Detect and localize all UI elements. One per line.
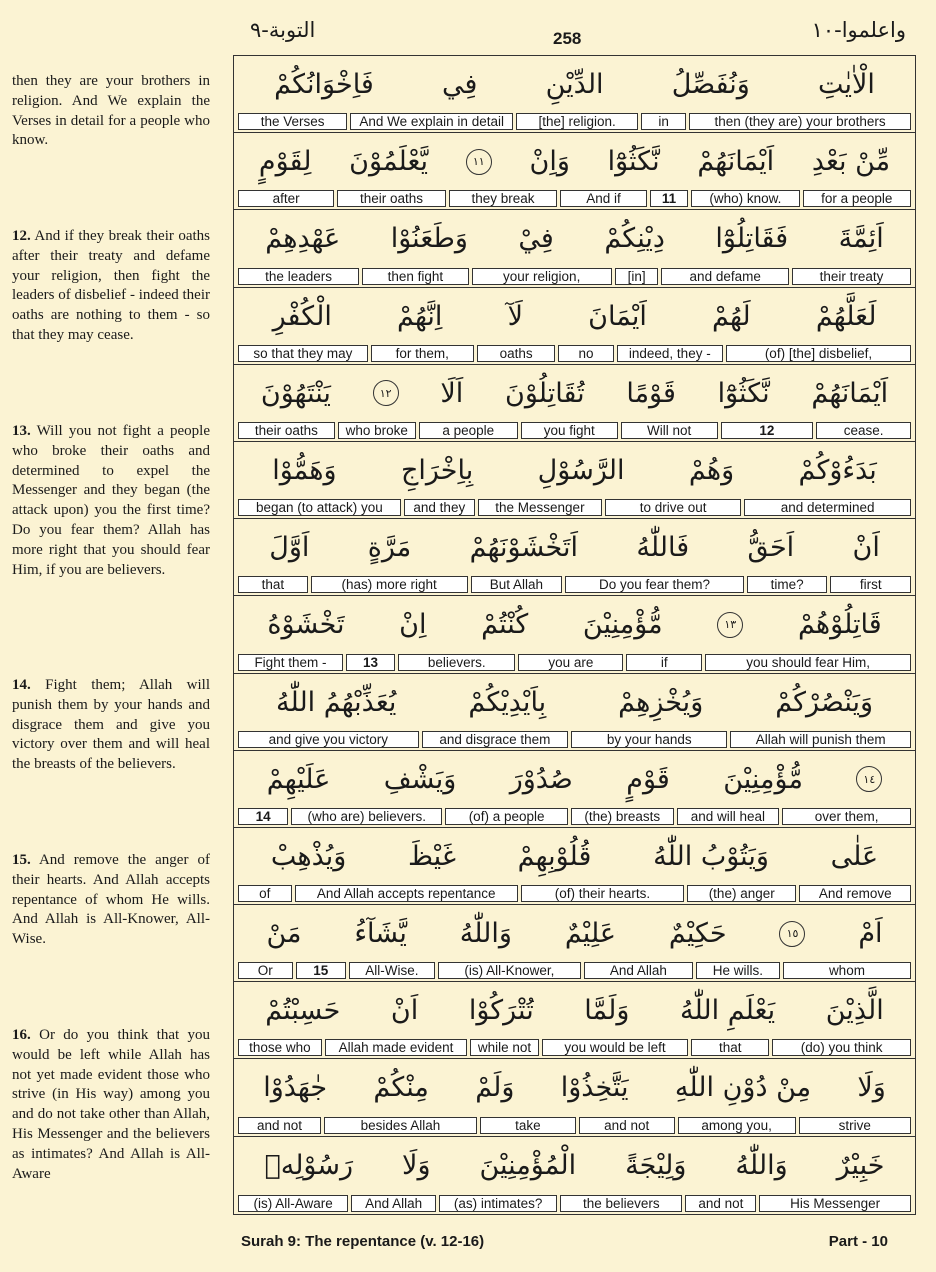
arabic-word: اَئِمَّةَ — [838, 223, 884, 255]
verse-row — [234, 751, 915, 828]
arabic-word: وَاِنْ — [529, 146, 570, 178]
english-gloss: Allah will punish them — [730, 731, 911, 748]
word-by-word-grid — [233, 55, 916, 1215]
english-gloss: they break — [449, 190, 557, 207]
english-gloss: in — [641, 113, 686, 130]
english-gloss: (who are) believers. — [291, 808, 442, 825]
english-gloss: your religion, — [472, 268, 612, 285]
english-gloss: besides Allah — [324, 1117, 477, 1134]
english-gloss: oaths — [477, 345, 556, 362]
arabic-word: قُلُوْبِهِمْ — [517, 840, 592, 872]
english-gloss: And We explain in detail — [350, 113, 513, 130]
english-gloss-line — [238, 499, 911, 516]
arabic-word: مِنْكُمْ — [373, 1072, 429, 1104]
english-gloss: while not — [470, 1039, 539, 1056]
arabic-word: لَهُمْ — [712, 300, 751, 332]
arabic-word: مَنْ — [266, 918, 302, 950]
arabic-word: مِنْ دُوْنِ اللّٰهِ — [674, 1072, 812, 1104]
translation-block-12 — [12, 227, 210, 346]
arabic-word: لَآ — [507, 300, 523, 332]
english-gloss: then (they are) your brothers — [689, 113, 911, 130]
english-gloss: 14 — [238, 808, 288, 825]
verse-text: Fight them; Allah will punish them by your hands and disgrace them and give you victory over them and will heal the breasts of the believers. — [12, 677, 211, 773]
english-gloss: 12 — [721, 422, 814, 439]
english-gloss: Do you fear them? — [565, 576, 744, 593]
verse-row — [234, 596, 915, 673]
english-gloss: (of) their hearts. — [521, 885, 684, 902]
translation-block-16 — [12, 1026, 210, 1184]
arabic-word: اَمْ — [858, 918, 883, 950]
english-gloss: [the] religion. — [516, 113, 638, 130]
arabic-line — [234, 596, 915, 653]
verse-number: 14. — [12, 677, 31, 693]
arabic-word: وَاللّٰهُ — [735, 1149, 788, 1181]
english-gloss: believers. — [398, 654, 515, 671]
arabic-word: وَيَتُوْبُ اللّٰهُ — [653, 840, 769, 872]
english-gloss: Will not — [621, 422, 718, 439]
english-gloss: that — [691, 1039, 769, 1056]
arabic-word: الْاٰيٰتِ — [817, 69, 875, 100]
arabic-word: تُتْرَكُوْا — [468, 995, 534, 1027]
english-gloss: (is) All-Knower, — [438, 962, 581, 979]
arabic-word: وَلَمَّا — [584, 995, 630, 1027]
arabic-word: وَلِيْجَةً — [625, 1149, 687, 1181]
verse-row — [234, 982, 915, 1059]
english-gloss: Allah made evident — [325, 1039, 468, 1056]
english-gloss: take — [480, 1117, 576, 1134]
arabic-word: مِّنْ بَعْدِ — [811, 146, 891, 178]
english-gloss: their oaths — [238, 422, 335, 439]
english-gloss: (do) you think — [772, 1039, 911, 1056]
arabic-word: فَقَاتِلُوْٓا — [715, 223, 789, 255]
verse-row — [234, 905, 915, 982]
arabic-word: فِيْ — [518, 223, 554, 255]
english-gloss: a people — [419, 422, 518, 439]
surah-header: التوبة-٩ — [250, 18, 316, 42]
verse-text: And if they break their oaths after their treaty and defame your religion, then fight the leaders of disbelief - indeed their oaths are nothing to them - so that they may cease. — [12, 228, 210, 343]
verse-row — [234, 365, 915, 442]
english-gloss-line — [238, 268, 911, 285]
verse-row — [234, 288, 915, 365]
arabic-word: عَلِيْمٌ — [564, 918, 616, 950]
arabic-word: وَلَا — [402, 1149, 431, 1181]
arabic-word: مَرَّةٍ — [367, 532, 412, 564]
arabic-line — [234, 828, 915, 885]
arabic-word: اِنْ — [399, 609, 427, 641]
verse-text: And remove the anger of their hearts. And Allah accepts repentance of whom He wills. And Allah is All-Knower, All-Wise. — [12, 852, 210, 948]
translation-text — [12, 422, 210, 580]
english-gloss-line — [238, 1117, 911, 1134]
arabic-word: قَاتِلُوْهُمْ — [797, 609, 882, 641]
english-gloss: (as) intimates? — [439, 1195, 557, 1212]
english-gloss: and give you victory — [238, 731, 419, 748]
english-gloss: and not — [238, 1117, 321, 1134]
page-number: 258 — [553, 29, 582, 48]
english-gloss: began (to attack) you — [238, 499, 401, 516]
english-gloss: cease. — [816, 422, 911, 439]
translation-block-0 — [12, 72, 210, 151]
english-gloss: so that they may — [238, 345, 368, 362]
english-gloss: among you, — [678, 1117, 796, 1134]
english-gloss: you are — [518, 654, 623, 671]
arabic-word: يَّعْلَمُوْنَ — [349, 146, 429, 178]
english-gloss: 13 — [346, 654, 395, 671]
english-gloss: and not — [579, 1117, 675, 1134]
verse-row — [234, 674, 915, 751]
english-gloss: by your hands — [571, 731, 727, 748]
arabic-word: وَهُمْ — [688, 454, 735, 486]
arabic-line — [234, 365, 915, 422]
translation-text — [12, 227, 210, 346]
arabic-line — [234, 674, 915, 731]
verse-row — [234, 1059, 915, 1136]
english-gloss-line — [238, 190, 911, 207]
english-gloss: Or — [238, 962, 293, 979]
arabic-line — [234, 751, 915, 808]
translation-text — [12, 676, 210, 775]
english-gloss: And Allah accepts repentance — [295, 885, 518, 902]
english-gloss-line — [238, 1039, 911, 1056]
arabic-word: فَاِخْوَانُكُمْ — [274, 69, 374, 100]
arabic-word: وَهَمُّوْا — [272, 454, 337, 486]
verse-text: Will you not fight a people who broke their oaths and determined to expel the Messenger and they began (the attack upon) you the first time? Do you fear them? Allah has more right that you should fear Him, if you are believers. — [12, 423, 210, 578]
english-gloss: those who — [238, 1039, 322, 1056]
english-gloss-line — [238, 962, 911, 979]
arabic-word: نَّكَثُوْٓا — [717, 377, 770, 409]
english-gloss: And Allah — [584, 962, 693, 979]
arabic-word: الَّذِيْنَ — [825, 995, 884, 1027]
translation-block-13 — [12, 422, 210, 580]
english-gloss-line — [238, 808, 911, 825]
english-gloss: after — [238, 190, 334, 207]
english-gloss-line — [238, 422, 911, 439]
english-gloss: And remove — [799, 885, 911, 902]
arabic-word: حَسِبْتُمْ — [265, 995, 341, 1027]
english-gloss: that — [238, 576, 308, 593]
arabic-word: يَّشَآءُ — [354, 918, 407, 950]
verse-row — [234, 133, 915, 210]
arabic-word: وَلَمْ — [475, 1072, 515, 1104]
english-gloss: But Allah — [471, 576, 562, 593]
english-gloss: then fight — [362, 268, 469, 285]
arabic-line — [234, 288, 915, 345]
arabic-word: يَعْلَمِ اللّٰهُ — [679, 995, 776, 1027]
arabic-word: الرَّسُوْلِ — [537, 454, 625, 486]
arabic-word: اَلَا — [440, 377, 464, 409]
arabic-word: بِاَيْدِيْكُمْ — [468, 686, 547, 718]
arabic-word: مُّؤْمِنِيْنَ — [582, 609, 663, 641]
english-gloss: for a people — [803, 190, 911, 207]
translation-block-15 — [12, 851, 210, 950]
english-gloss: And Allah — [351, 1195, 436, 1212]
part-footer: Part - 10 — [828, 1233, 888, 1250]
english-gloss: no — [558, 345, 613, 362]
arabic-word: فَاللّٰهُ — [636, 532, 690, 564]
english-gloss: His Messenger — [759, 1195, 911, 1212]
verse-row — [234, 210, 915, 287]
english-gloss: if — [626, 654, 702, 671]
english-gloss: the Messenger — [478, 499, 602, 516]
english-gloss: All-Wise. — [349, 962, 435, 979]
arabic-word: اَتَخْشَوْنَهُمْ — [469, 532, 579, 564]
arabic-word: اَيْمَانَ — [588, 300, 647, 332]
arabic-line — [234, 56, 915, 113]
arabic-word: غَيْظَ — [408, 840, 456, 872]
english-gloss: (is) All-Aware — [238, 1195, 348, 1212]
english-gloss: over them, — [782, 808, 911, 825]
verse-row — [234, 56, 915, 133]
arabic-word: كُنْتُمْ — [481, 609, 529, 641]
english-gloss-line — [238, 1195, 911, 1212]
english-gloss: first — [830, 576, 911, 593]
verse-end-marker: ١١ — [466, 149, 492, 175]
english-gloss: and not — [685, 1195, 756, 1212]
english-gloss: (of) a people — [445, 808, 568, 825]
verse-number: 12. — [12, 228, 31, 244]
arabic-word: وَيَنْصُرْكُمْ — [775, 686, 874, 718]
verse-text: Or do you think that you would be left while Allah has not yet made evident those who strive (in His way) among you and do not take other than Allah, His Messenger and the believers as intimates? And Allah is All-Aware — [12, 1027, 211, 1182]
translation-block-14 — [12, 676, 210, 775]
arabic-word: وَيُخْزِهِمْ — [618, 686, 704, 718]
juz-header: واعلموا-١٠ — [811, 18, 906, 42]
english-gloss: the Verses — [238, 113, 347, 130]
english-gloss: (the) anger — [687, 885, 796, 902]
english-gloss: the believers — [560, 1195, 682, 1212]
arabic-word: الْمُؤْمِنِيْنَ — [479, 1149, 577, 1181]
arabic-word: وَلَا — [857, 1072, 886, 1104]
verse-number: 15. — [12, 852, 31, 868]
arabic-word: وَطَعَنُوْا — [390, 223, 468, 255]
arabic-word: اَوَّلَ — [269, 532, 310, 564]
english-gloss-line — [238, 654, 911, 671]
verse-text: then they are your brothers in religion. And We explain the Verses in detail for a people who know. — [12, 73, 210, 149]
arabic-word: رَسُوْلِهٖ — [264, 1149, 354, 1181]
arabic-word: يَتَّخِذُوْا — [560, 1072, 629, 1104]
english-gloss: their oaths — [337, 190, 445, 207]
verse-number: 16. — [12, 1027, 31, 1043]
arabic-word: اِنَّهُمْ — [397, 300, 443, 332]
verse-end-marker: ١٢ — [373, 380, 399, 406]
english-gloss: the leaders — [238, 268, 359, 285]
arabic-word: وَيُذْهِبْ — [270, 840, 347, 872]
arabic-word: لِقَوْمٍ — [258, 146, 312, 178]
arabic-word: اَنْ — [390, 995, 419, 1027]
arabic-word: يَنْتَهُوْنَ — [260, 377, 331, 409]
verse-row — [234, 519, 915, 596]
arabic-word: فِي — [442, 69, 478, 100]
arabic-word: وَاللّٰهُ — [459, 918, 512, 950]
english-gloss: and will heal — [677, 808, 780, 825]
arabic-word: اَيْمَانَهُمْ — [811, 377, 889, 409]
arabic-word: عَلَيْهِمْ — [266, 763, 331, 795]
english-gloss: [in] — [615, 268, 659, 285]
arabic-word: بِاِخْرَاجِ — [400, 454, 474, 486]
english-gloss: (of) [the] disbelief, — [726, 345, 911, 362]
english-gloss: (the) breasts — [571, 808, 674, 825]
translation-text — [12, 851, 210, 950]
arabic-line — [234, 210, 915, 267]
arabic-word: حَكِيْمٌ — [668, 918, 727, 950]
surah-footer: Surah 9: The repentance (v. 12-16) — [241, 1233, 485, 1250]
arabic-word: الدِّيْنِ — [545, 69, 604, 100]
arabic-word: لَعَلَّهُمْ — [815, 300, 877, 332]
arabic-word: تَخْشَوْهُ — [267, 609, 345, 641]
english-gloss: Fight them - — [238, 654, 343, 671]
english-gloss-line — [238, 731, 911, 748]
english-gloss: strive — [799, 1117, 911, 1134]
english-gloss: And if — [560, 190, 647, 207]
english-gloss-line — [238, 576, 911, 593]
verse-row — [234, 442, 915, 519]
arabic-word: الْكُفْرِ — [272, 300, 332, 332]
arabic-word: تُقَاتِلُوْنَ — [504, 377, 585, 409]
english-gloss: (who) know. — [691, 190, 799, 207]
english-gloss: of — [238, 885, 292, 902]
arabic-word: عَهْدِهِمْ — [265, 223, 341, 255]
english-gloss: 11 — [650, 190, 688, 207]
english-gloss: to drive out — [605, 499, 741, 516]
arabic-word: اَنْ — [852, 532, 880, 564]
arabic-line — [234, 519, 915, 576]
english-gloss-line — [238, 885, 911, 902]
verse-end-marker: ١٣ — [717, 612, 743, 638]
english-gloss: and determined — [744, 499, 911, 516]
english-gloss: time? — [747, 576, 828, 593]
english-gloss: you would be left — [542, 1039, 688, 1056]
verse-row — [234, 828, 915, 905]
arabic-word: دِيْنِكُمْ — [604, 223, 665, 255]
english-gloss: 15 — [296, 962, 346, 979]
arabic-word: وَيَشْفِ — [383, 763, 457, 795]
arabic-word: اَيْمَانَهُمْ — [697, 146, 775, 178]
english-gloss: and disgrace them — [422, 731, 569, 748]
arabic-word: جٰهَدُوْا — [263, 1072, 328, 1104]
translation-text — [12, 72, 210, 151]
english-gloss: indeed, they - — [617, 345, 723, 362]
translation-text — [12, 1026, 210, 1184]
verse-end-marker: ١٥ — [779, 921, 805, 947]
verse-number: 13. — [12, 423, 31, 439]
english-gloss: for them, — [371, 345, 474, 362]
arabic-line — [234, 1137, 915, 1194]
english-gloss: their treaty — [792, 268, 911, 285]
arabic-word: يُعَذِّبْهُمُ اللّٰهُ — [276, 686, 397, 718]
arabic-line — [234, 982, 915, 1039]
english-gloss: and defame — [661, 268, 788, 285]
arabic-word: بَدَءُوْكُمْ — [798, 454, 877, 486]
arabic-line — [234, 905, 915, 962]
arabic-line — [234, 1059, 915, 1116]
arabic-word: صُدُوْرَ — [509, 763, 573, 795]
arabic-word: اَحَقُّ — [747, 532, 795, 564]
arabic-word: خَبِيْرٌ — [836, 1149, 885, 1181]
english-gloss: you should fear Him, — [705, 654, 911, 671]
arabic-line — [234, 442, 915, 499]
english-gloss: whom — [783, 962, 911, 979]
english-gloss: (has) more right — [311, 576, 468, 593]
arabic-line — [234, 133, 915, 190]
english-gloss: you fight — [521, 422, 618, 439]
arabic-word: نَّكَثُوْٓا — [607, 146, 660, 178]
english-gloss-line — [238, 113, 911, 130]
arabic-word: عَلٰى — [830, 840, 879, 872]
arabic-word: قَوْمًا — [626, 377, 676, 409]
verse-end-marker: ١٤ — [856, 766, 882, 792]
english-gloss-line — [238, 345, 911, 362]
arabic-word: وَنُفَصِّلُ — [671, 69, 750, 100]
english-gloss: He wills. — [696, 962, 780, 979]
arabic-word: مُّؤْمِنِيْنَ — [723, 763, 803, 795]
english-gloss: and they — [404, 499, 475, 516]
verse-row — [234, 1137, 915, 1214]
english-gloss: who broke — [338, 422, 416, 439]
arabic-word: قَوْمٍ — [626, 763, 670, 795]
